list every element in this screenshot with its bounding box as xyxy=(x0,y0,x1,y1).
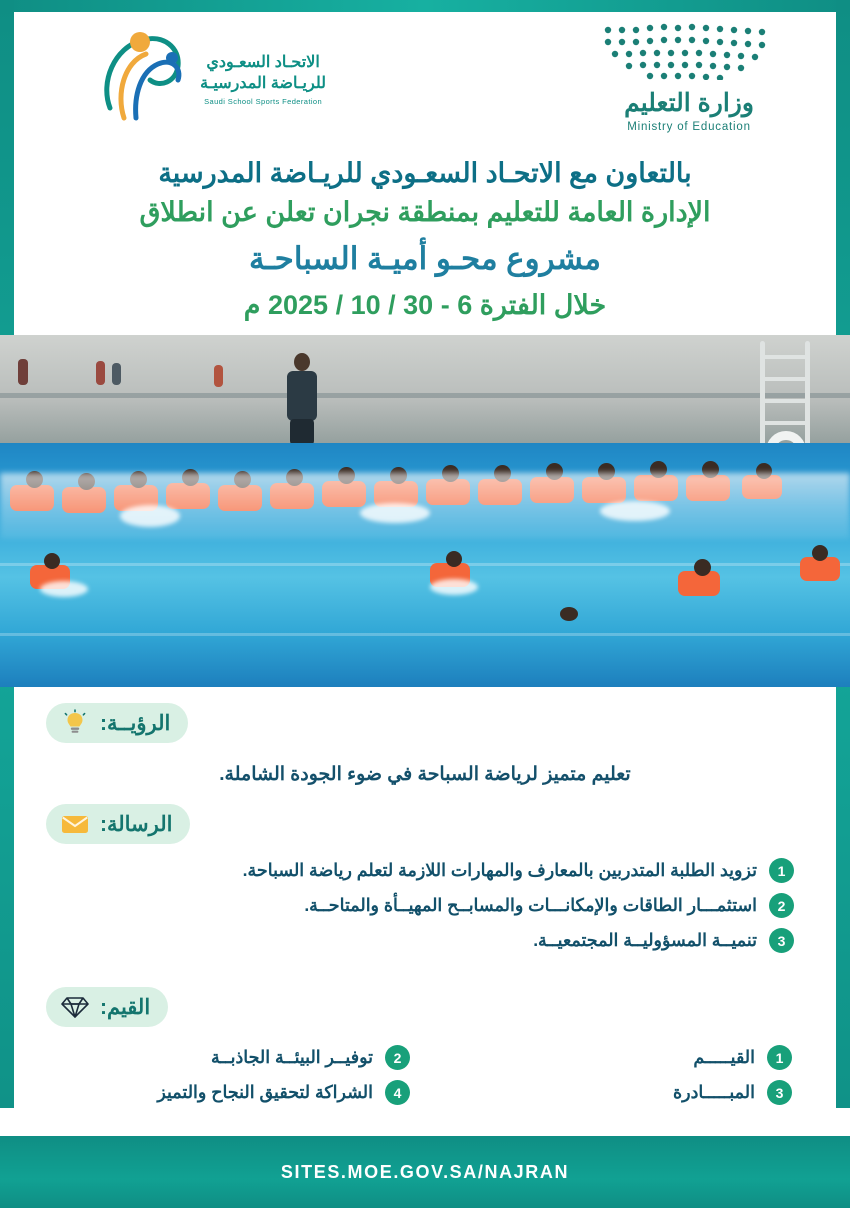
message-title: الرسالة: xyxy=(100,812,173,836)
swimming-training-photo xyxy=(0,335,850,687)
ministry-name-ar: وزارة التعليم xyxy=(624,89,754,117)
background-figure xyxy=(214,365,223,387)
footer-spacer xyxy=(0,1108,850,1136)
headline-block xyxy=(0,150,850,335)
federation-name-en: Saudi School Sports Federation xyxy=(204,96,323,106)
coach-figure xyxy=(285,353,319,445)
message-section-header xyxy=(46,804,190,844)
values-grid xyxy=(46,1041,804,1105)
item-text: تنميــة المسؤوليــة المجتمعيــة. xyxy=(533,930,757,951)
federation-logo-block xyxy=(46,22,326,135)
vision-section-header xyxy=(46,703,188,743)
item-text: المبـــــادرة xyxy=(673,1082,755,1103)
background-figure xyxy=(112,363,121,385)
item-text: تزويد الطلبة المتدربين بالمعارف والمهارات اللازمة لتعلم رياضة السباحة. xyxy=(242,860,757,881)
federation-logo-text xyxy=(200,52,326,106)
diamond-icon xyxy=(60,992,90,1022)
water-foam xyxy=(0,473,850,539)
message-list xyxy=(46,858,804,969)
federation-name-ar-line1: الاتحـاد السعـودي xyxy=(206,53,320,71)
item-text: القيـــــم xyxy=(693,1047,755,1068)
values-section-header xyxy=(46,987,168,1027)
dot-matrix-logo-icon xyxy=(574,22,804,80)
content-sections xyxy=(0,687,850,1105)
footer-wrapper xyxy=(0,1108,850,1208)
item-text: الشراكة لتحقيق النجاح والتميز xyxy=(157,1082,373,1103)
list-item xyxy=(58,1045,410,1070)
item-text: استثمـــار الطاقات والإمكانـــات والمسابــح المهيــأة والمتاحــة. xyxy=(304,895,757,916)
background-figure xyxy=(96,361,105,385)
headline-line-1: بالتعاون مع الاتحـاد السعـودي للريـاضة المدرسية xyxy=(158,158,692,188)
item-number-badge: 3 xyxy=(769,928,794,953)
headline-line-2: الإدارة العامة للتعليم بمنطقة نجران تعلن عن انطلاق xyxy=(139,197,711,228)
saudi-school-sports-federation-logo-icon xyxy=(80,22,190,135)
federation-name-ar-line2: للريـاضة المدرسيـة xyxy=(200,74,326,92)
envelope-icon xyxy=(60,809,90,839)
headline-date-range: خلال الفترة 6 - 30 / 10 / 2025 م xyxy=(243,289,607,320)
lightbulb-icon xyxy=(60,708,90,738)
item-number-badge: 2 xyxy=(769,893,794,918)
list-item xyxy=(56,928,794,953)
vision-text: تعليم متميز لرياضة السباحة في ضوء الجودة الشاملة. xyxy=(219,764,631,786)
item-number-badge: 3 xyxy=(767,1080,792,1105)
item-number-badge: 4 xyxy=(385,1080,410,1105)
ministry-name-en: Ministry of Education xyxy=(627,121,751,133)
pool-wall xyxy=(0,335,850,453)
background-figure xyxy=(18,359,28,385)
values-title: القيم: xyxy=(100,995,151,1019)
list-item xyxy=(440,1080,792,1105)
list-item xyxy=(56,858,794,883)
footer-bar xyxy=(0,1136,850,1208)
vision-title: الرؤيــة: xyxy=(100,711,171,735)
logo-header xyxy=(0,0,850,150)
ministry-logo-block xyxy=(574,22,804,133)
item-number-badge: 1 xyxy=(769,858,794,883)
item-number-badge: 2 xyxy=(385,1045,410,1070)
item-number-badge: 1 xyxy=(767,1045,792,1070)
item-text: توفيــر البيئــة الجاذبــة xyxy=(211,1047,373,1068)
list-item xyxy=(58,1080,410,1105)
headline-project-title: مشروع محـو أميـة السباحـة xyxy=(248,241,602,277)
list-item xyxy=(56,893,794,918)
footer-website-url[interactable]: SITES.MOE.GOV.SA/NAJRAN xyxy=(280,1161,570,1182)
list-item xyxy=(440,1045,792,1070)
